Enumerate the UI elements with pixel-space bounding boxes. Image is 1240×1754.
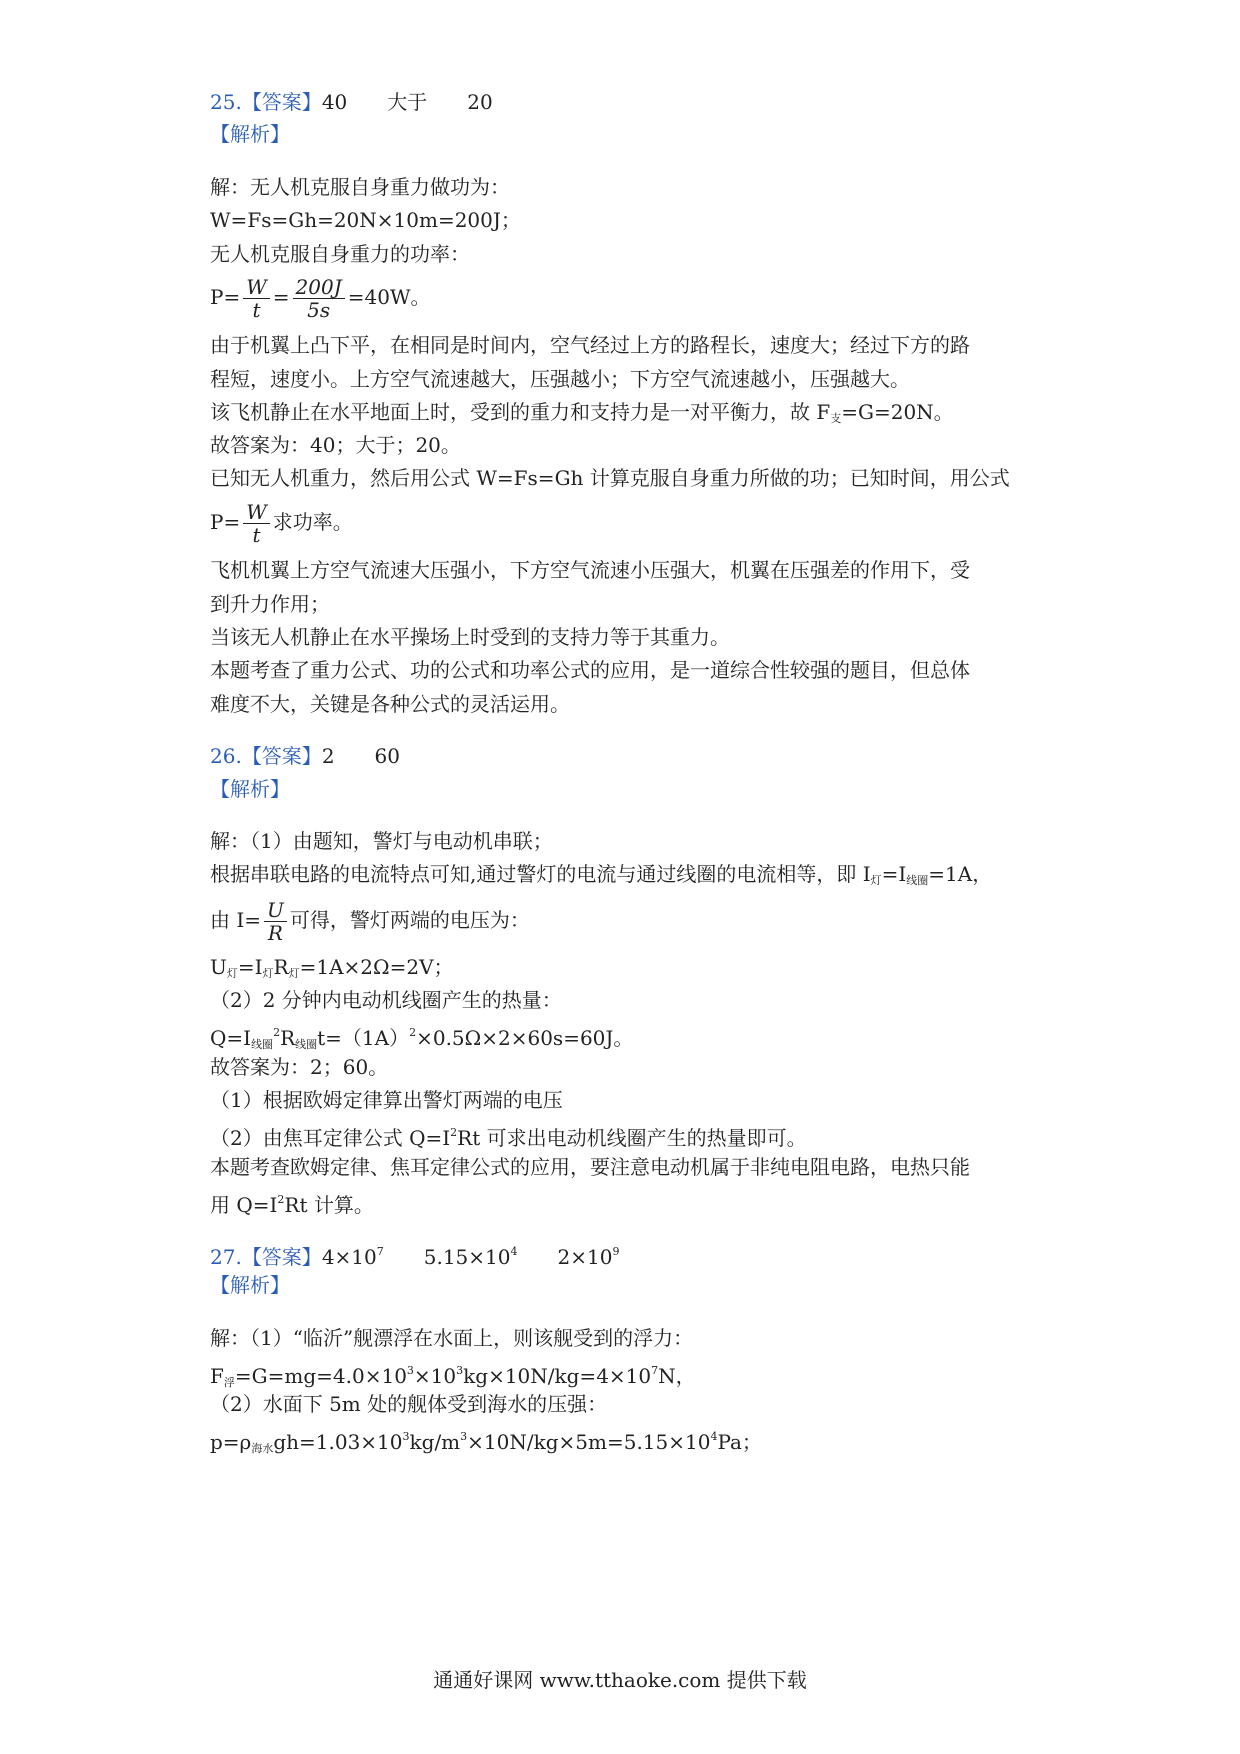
q26-number: 26. [210,744,242,768]
q25-line-11: 飞机机翼上方空气流速大压强小，下方空气流速小压强大，机翼在压强差的作用下，受 [210,558,970,582]
q27-line-4: $p=\rho_{海水}gh=1.03\times 10^3kg/m^3\times 10N/kg\times 5m=5.15\times 10^4Pa$； [210,1430,762,1455]
q26-line-9: （2）由焦耳定律公式 $Q=I^2Rt$ 可求出电动机线圈产生的热量即可。 [210,1126,807,1150]
q25-power-formula: P= $\frac{W}{t}$ = $\frac{200J}{5s}$ =40W。 [210,275,431,322]
q25-line-7: 该飞机静止在水平地面上时，受到的重力和支持力是一对平衡力，故 $F_支=G=20N$。 [210,400,954,425]
q26-line-11: 用 $Q=I^2Rt$ 计算。 [210,1193,374,1217]
q26-line-1: 解：（1）由题知，警灯与电动机串联； [210,829,553,853]
q25-line-6: 程短，速度小。上方空气流速越大，压强越小；下方空气流速越小，压强越大。 [210,367,910,391]
q26-line-4: $U_灯=I_灯R_灯=1A\times 2\Omega=2V$； [210,955,454,980]
q27-number: 27. [210,1245,242,1269]
q27-answer-line [210,1240,619,1269]
q26-line-5: （2）2 分钟内电动机线圈产生的热量： [210,988,562,1012]
q26-fraction-u-over-r: $\frac{U}{R}$ [264,899,287,944]
q25-line-8: 故答案为：40；大于；20。 [210,433,461,457]
q26-analysis-tag: 【解析】 [210,777,290,801]
q27-line-3: （2）水面下 5m 处的舰体受到海水的压强： [210,1392,608,1416]
q27-answer-tag: 【答案】 [241,1245,322,1269]
page-footer: 通通好课网 www.tthaoke.com 提供下载 [433,1668,807,1692]
q25-line-14: 本题考查了重力公式、功的公式和功率公式的应用，是一道综合性较强的题目，但总体 [210,658,970,682]
q25-p-result: =40W。 [347,285,431,309]
q25-line-5: 由于机翼上凸下平，在相同是时间内，空气经过上方的路程长，速度大；经过下方的路 [210,333,970,357]
q25-line-12: 到升力作用； [210,592,330,616]
q25-line-2: W=Fs=Gh=20N×10m=200J； [210,208,521,232]
q27-line-2: $F_浮=G=mg=4.0\times 10^3\times 10^3kg\times 10N/kg=4\times 10^7N$， [210,1364,696,1389]
q25-line-3: 无人机克服自身重力的功率： [210,242,470,266]
q26-line-2: 根据串联电路的电流特点可知,通过警灯的电流与通过线圈的电流相等，即 $I_灯=I_{线圈}=1A$， [210,862,993,887]
q27-answer-3: $2\times 10^9$ [557,1245,620,1269]
q26-line-10: 本题考查欧姆定律、焦耳定律公式的应用，要注意电动机属于非纯电阻电路，电热只能 [210,1155,970,1179]
q25-line-13: 当该无人机静止在水平操场上时受到的支持力等于其重力。 [210,625,730,649]
q26-line-3: 由 I= $\frac{U}{R}$ 可得，警灯两端的电压为： [210,898,530,945]
q26-line-8: （1）根据欧姆定律算出警灯两端的电压 [210,1088,563,1112]
q26-answer-line [210,744,400,768]
q25-line-15: 难度不大，关键是各种公式的灵活运用。 [210,692,570,716]
q25-line-10: P= $\frac{W}{t}$ 求功率。 [210,500,353,547]
q25-fraction-w-over-t-2: $\frac{W}{t}$ [243,501,270,546]
q25-number: 25. [210,90,242,114]
q25-fraction-values: $\frac{200J}{5s}$ [293,276,345,321]
q26-line-6: $Q=I_{线圈}^2R_{线圈}t=(1A)^2\times 0.5\Omega\times 2\times 60s=60J$。 [210,1026,634,1051]
q27-line-1: 解：（1）“临沂”舰漂浮在水面上，则该舰受到的浮力： [210,1326,694,1350]
q25-answer-tag: 【答案】 [241,90,322,114]
q27-answer-1: $4\times 10^7$ [321,1245,384,1269]
q25-p-prefix: P= [210,285,241,309]
q25-analysis-tag: 【解析】 [210,122,290,146]
q26-line-7: 故答案为：2；60。 [210,1055,389,1079]
q25-fraction-w-over-t: $\frac{W}{t}$ [243,276,270,321]
q25-line-9: 已知无人机重力，然后用公式 W=Fs=Gh 计算克服自身重力所做的功；已知时间，用公式 [210,466,1010,490]
q25-answer-1: 40 [321,90,348,114]
q26-answer-2: 60 [374,744,400,768]
q25-answer-3: 20 [467,90,493,114]
q25-answer-2: 大于 [387,90,428,114]
q27-answer-2: $5.15\times 10^4$ [423,1245,518,1269]
q25-line-1: 解：无人机克服自身重力做功为： [210,175,510,199]
q26-answer-tag: 【答案】 [241,744,322,768]
q26-answer-1: 2 [321,744,335,768]
q25-answer-line [210,90,493,114]
q27-analysis-tag: 【解析】 [210,1273,290,1297]
